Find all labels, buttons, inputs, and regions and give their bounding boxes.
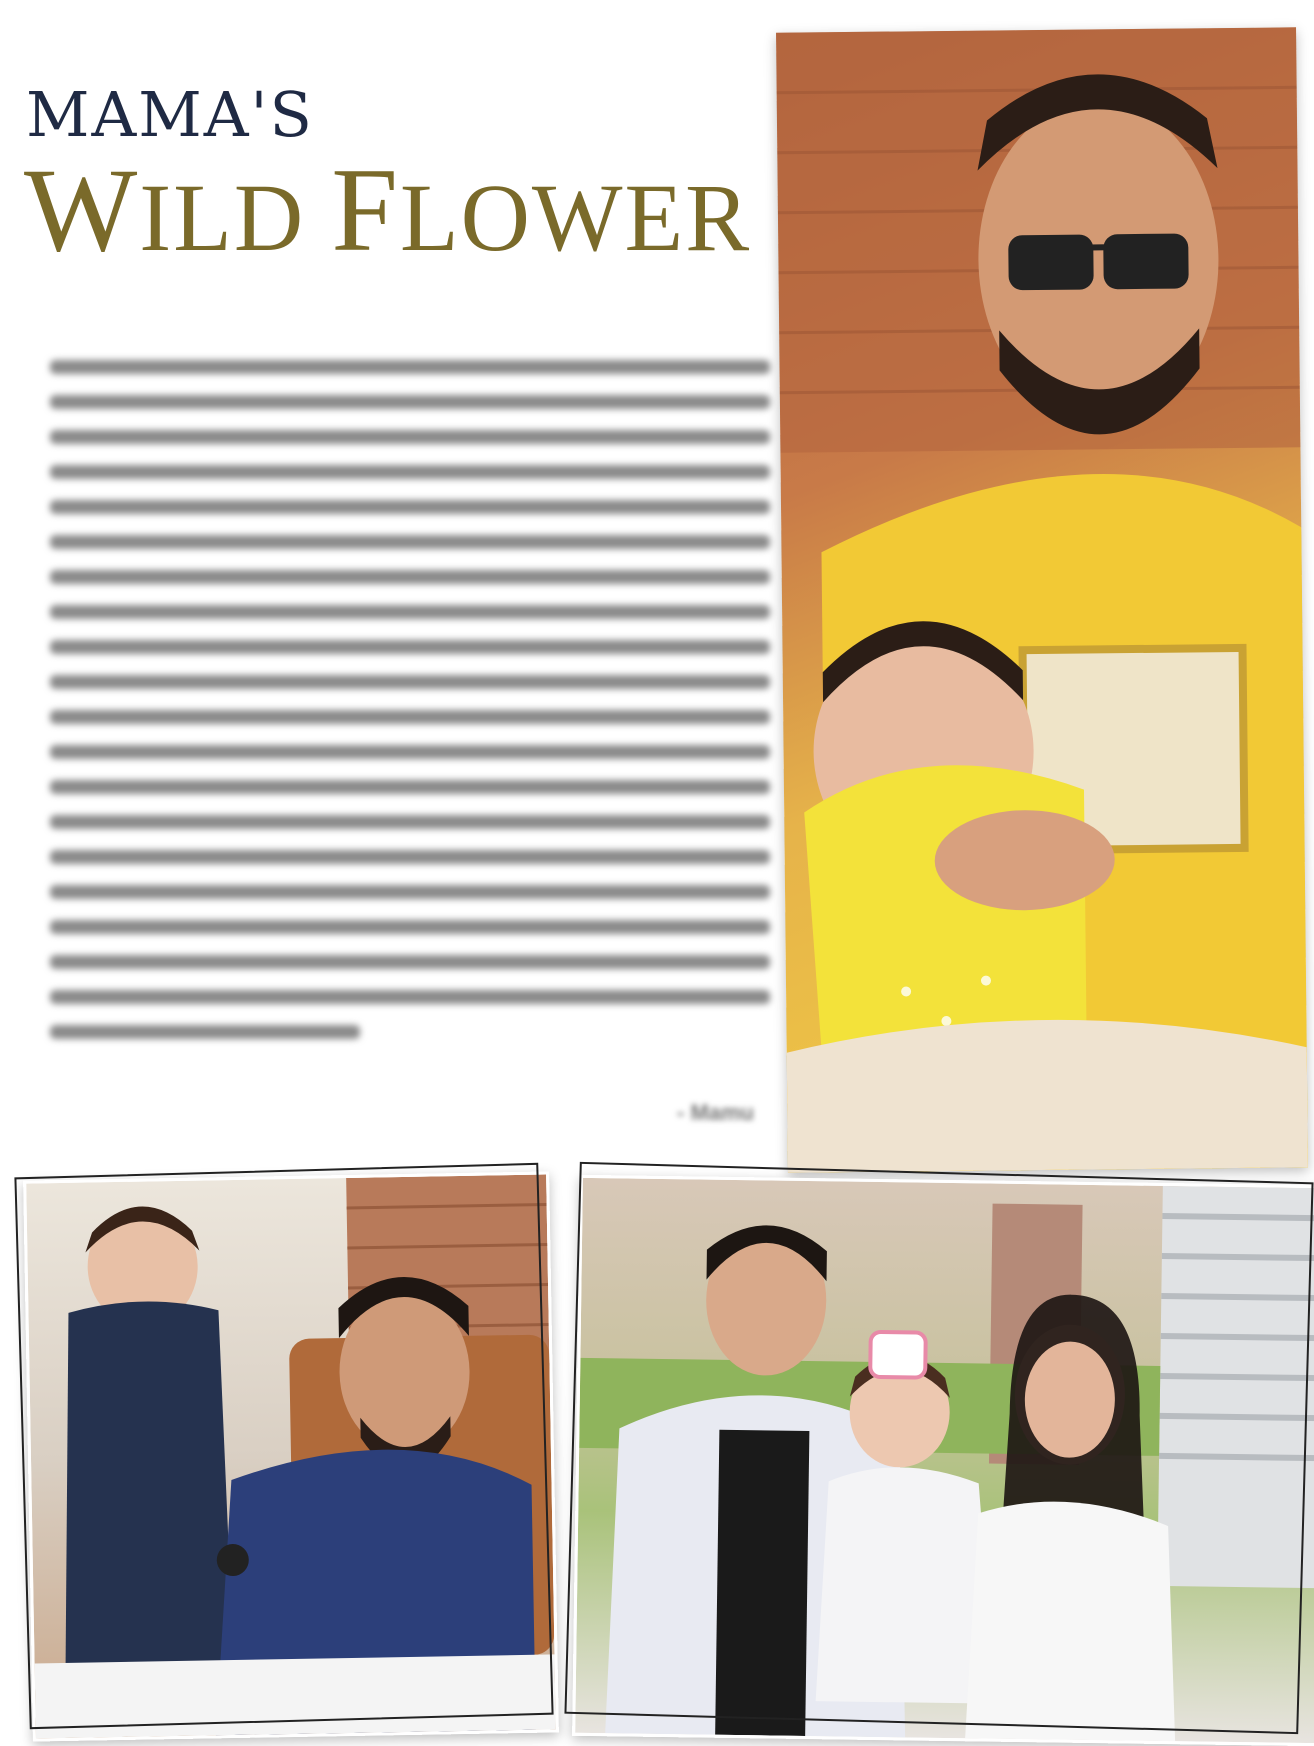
- blurred-body-text: [50, 350, 770, 1082]
- photo-left: [23, 1171, 559, 1741]
- photo-right: [572, 1175, 1314, 1746]
- title-letter-f: F: [331, 143, 400, 276]
- title-part-lower: LOWER: [399, 164, 752, 271]
- page-title-main: [24, 143, 752, 276]
- photo-left-illustration: [26, 1175, 556, 1739]
- photo-right-illustration: [575, 1178, 1314, 1743]
- page-title-top: MAMA'S: [26, 78, 315, 151]
- photo-main-illustration: [776, 27, 1308, 1172]
- title-part-ild: ILD: [139, 164, 332, 271]
- signature: - Mamu: [677, 1100, 754, 1125]
- blurred-text-lines: [50, 350, 770, 1070]
- photo-main: [776, 27, 1308, 1172]
- title-letter-w: W: [24, 143, 140, 276]
